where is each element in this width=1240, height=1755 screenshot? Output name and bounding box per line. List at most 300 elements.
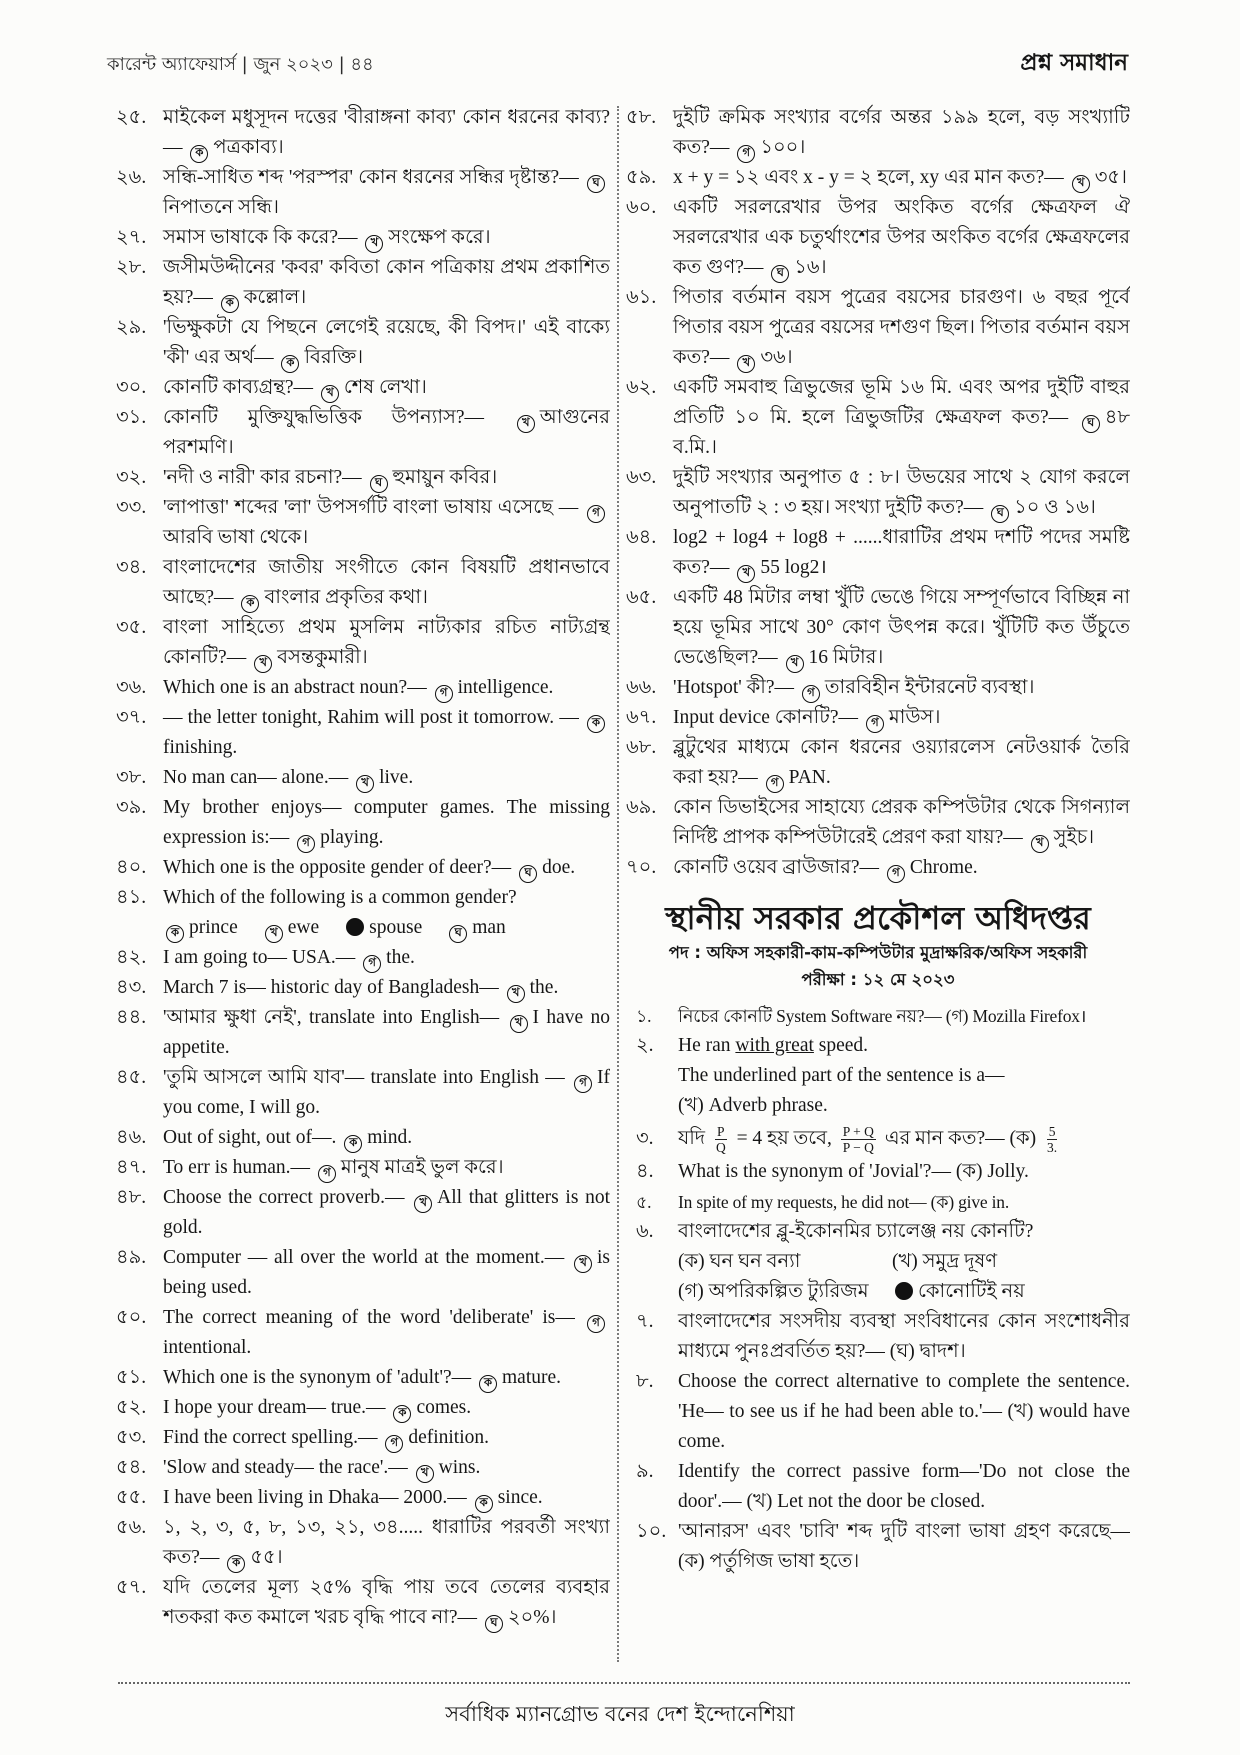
question-text: Choose the correct alternative to complete the sentence. 'He— to see us if he had been able to.'— xyxy=(678,1371,1130,1422)
question-text: — the letter tonight, Rahim will post it tomorrow. — xyxy=(163,707,579,728)
question-number: ৫২. xyxy=(116,1397,147,1418)
answer-text: বিরক্তি। xyxy=(304,347,364,368)
answer-text: intelligence. xyxy=(457,677,554,698)
answer-option-marker: খ xyxy=(1031,835,1049,853)
question-text: log2 + log4 + log8 + ......ধারাটির প্রথম দশটি পদের সমষ্টি কত?— xyxy=(673,527,1130,578)
question-body xyxy=(163,793,610,853)
question-item xyxy=(116,103,610,163)
answer-option-marker: ঘ xyxy=(991,505,1009,523)
question-text: 'তুমি আসলে আমি যাব'— translate into English — xyxy=(163,1067,565,1088)
question-text: যদি তেলের মূল্য ২৫% বৃদ্ধি পায় তবে তেলের ব্যবহার শতকরা কত কমালে খরচ বৃদ্ধি পাবে না?— xyxy=(163,1577,610,1628)
question-text: এর মান কত?— xyxy=(884,1128,1005,1149)
answer-text: (ক) পর্তুগিজ ভাষা হতে। xyxy=(678,1551,860,1572)
question-body xyxy=(163,973,610,1003)
question-item xyxy=(626,373,1130,463)
answer-text: নিপাতনে সন্ধি। xyxy=(163,197,279,218)
question-body xyxy=(163,223,610,253)
option-text: prince xyxy=(189,917,238,938)
issue-info: কারেন্ট অ্যাফেয়ার্স | জুন ২০২৩ | ৪৪ xyxy=(107,54,374,75)
question-text: Choose the correct proverb.— xyxy=(163,1187,405,1208)
answer-text: হুমায়ুন কবির। xyxy=(392,467,498,488)
question-item xyxy=(116,613,610,673)
question-item xyxy=(626,1457,1130,1517)
question-number: ৬৯. xyxy=(626,797,657,818)
question-number: ৫৮. xyxy=(626,107,657,128)
question-item xyxy=(626,1121,1130,1157)
question-number: ৫৭. xyxy=(116,1577,147,1598)
question-number: ২. xyxy=(636,1035,654,1056)
answer-text: definition. xyxy=(408,1427,490,1448)
question-number: ২৮. xyxy=(116,257,147,278)
question-item xyxy=(116,853,610,883)
answer-option-marker: গ xyxy=(802,685,820,703)
question-item xyxy=(626,1517,1130,1577)
question-text: 'আনারস' এবং 'চাবি' শব্দ দুটি বাংলা ভাষা গ্রহণ করেছে— xyxy=(678,1521,1130,1542)
question-number: ৩৭. xyxy=(116,707,147,728)
answer-text: মাউস। xyxy=(888,707,941,728)
question-text: কোনটি মুক্তিযুদ্ধভিত্তিক উপন্যাস?— xyxy=(163,407,485,428)
answer-text: শেষ লেখা। xyxy=(343,377,427,398)
question-number: ৪৬. xyxy=(116,1127,147,1148)
question-number: ৫১. xyxy=(116,1367,147,1388)
question-body xyxy=(673,703,1130,733)
question-number: ৫৬. xyxy=(116,1517,147,1538)
option-item: (খ) সমুদ্র দূষণ xyxy=(892,1251,997,1272)
option-item: (ক) ঘন ঘন বন্যা xyxy=(678,1251,801,1272)
question-number: ২৭. xyxy=(116,227,147,248)
question-item xyxy=(626,103,1130,163)
question-text: 'লাপাত্তা' শব্দের 'লা' উপসর্গটি বাংলা ভাষায় এসেছে — xyxy=(163,497,579,518)
answer-option-marker: গ xyxy=(887,865,905,883)
question-item xyxy=(116,1183,610,1243)
fraction-numerator: P + Q xyxy=(842,1124,874,1140)
answer-text: PAN. xyxy=(788,767,831,788)
question-text: The underlined part of the sentence is a— xyxy=(678,1065,1005,1086)
question-text: বাংলা সাহিত্যে প্রথম মুসলিম নাট্যকার রচিত নাট্যগ্রন্থ কোনটি?— xyxy=(163,617,610,668)
question-text: = 4 হয় তবে, xyxy=(736,1128,832,1149)
question-body xyxy=(673,523,1130,583)
question-item xyxy=(116,1003,610,1063)
question-number: ৩২. xyxy=(116,467,147,488)
answer-option-marker: গ xyxy=(766,775,784,793)
question-text: বাংলাদেশের জাতীয় সংগীতে কোন বিষয়টি প্রধানভাবে আছে?— xyxy=(163,557,610,608)
fraction-numerator: P xyxy=(717,1124,725,1140)
question-text: Input device কোনটি?— xyxy=(673,707,859,728)
answer-option-marker: খ xyxy=(786,655,804,673)
answer-text: playing. xyxy=(320,827,384,848)
question-item xyxy=(116,883,610,943)
question-item xyxy=(116,1243,610,1303)
answer-text: comes. xyxy=(416,1397,472,1418)
question-body xyxy=(163,313,610,373)
question-text: To err is human.— xyxy=(163,1157,311,1178)
question-text: Which one is an abstract noun?— xyxy=(163,677,427,698)
question-body xyxy=(163,883,610,943)
question-item xyxy=(116,703,610,763)
answer-text: ২০%। xyxy=(507,1607,557,1628)
answer-text: পত্রকাব্য। xyxy=(213,137,284,158)
answer-text: আরবি ভাষা থেকে। xyxy=(163,527,309,548)
footer-fact: সর্বাধিক ম্যানগ্রোভ বনের দেশ ইন্দোনেশিয়া xyxy=(445,1702,795,1726)
option-marker: ক xyxy=(166,925,184,943)
question-number: ৫. xyxy=(636,1192,652,1212)
question-item xyxy=(116,253,610,313)
answer-option-marker: ক xyxy=(221,295,239,313)
question-item xyxy=(116,493,610,553)
question-item xyxy=(116,1483,610,1513)
question-body xyxy=(163,1003,610,1063)
question-number: ৯. xyxy=(636,1461,654,1482)
answer-option-marker: খ xyxy=(321,385,339,403)
question-body xyxy=(163,1483,610,1513)
question-number: ৪৪. xyxy=(116,1007,147,1028)
question-body xyxy=(163,1063,610,1123)
question-body xyxy=(673,283,1130,373)
question-item xyxy=(116,1063,610,1123)
column-divider xyxy=(617,106,619,1662)
question-body xyxy=(163,1153,610,1183)
question-number: ৬১. xyxy=(626,287,657,308)
answer-option-marker: খ xyxy=(510,1015,528,1033)
question-body xyxy=(673,583,1130,673)
option-text: ewe xyxy=(287,917,320,938)
question-body xyxy=(163,163,610,223)
question-body xyxy=(673,163,1130,193)
answer-text: is being used. xyxy=(163,1247,610,1298)
answer-option-marker: খ xyxy=(507,985,525,1003)
answer-text: doe. xyxy=(542,857,576,878)
question-number: ২৯. xyxy=(116,317,147,338)
option-item xyxy=(262,913,319,943)
question-item xyxy=(626,1001,1130,1031)
question-text: কোনটি ওয়েব ব্রাউজার?— xyxy=(673,857,880,878)
question-item xyxy=(626,1031,1130,1121)
answer-text: বাংলার প্রকৃতির কথা। xyxy=(264,587,429,608)
answer-text: (ক) xyxy=(1009,1128,1037,1149)
answer-option-marker: খ xyxy=(416,1465,434,1483)
question-body xyxy=(163,763,610,793)
question-text: Which one is the synonym of 'adult'?— xyxy=(163,1367,472,1388)
answer-option-marker: ঘ xyxy=(587,175,605,193)
answer-text: intentional. xyxy=(163,1337,252,1358)
option-item xyxy=(446,913,506,943)
answer-text: ৩৫। xyxy=(1094,167,1127,188)
answer-text: 16 মিটার। xyxy=(808,647,884,668)
question-text: 'আমার ক্ষুধা নেই', translate into English— xyxy=(163,1007,500,1028)
answer-text: (খ) Let not the door be closed. xyxy=(746,1491,986,1512)
question-text: পিতার বর্তমান বয়স পুত্রের বয়সের চারগুণ। ৬ বছর পূর্বে পিতার বয়স পুত্রের বয়সের দশগুণ ছিল। পিতার বর্তমান বয়স কত?— xyxy=(673,287,1130,368)
answer-option-marker: গ xyxy=(297,835,315,853)
question-body xyxy=(678,1217,1130,1307)
question-body xyxy=(163,553,610,613)
question-text: I have been living in Dhaka— 2000.— xyxy=(163,1487,467,1508)
answer-text: Chrome. xyxy=(909,857,978,878)
selected-option-marker xyxy=(346,918,364,936)
question-item xyxy=(116,793,610,853)
question-text: speed. xyxy=(818,1035,869,1056)
left-column xyxy=(116,103,610,1665)
lged-question-list xyxy=(626,1001,1130,1577)
question-body xyxy=(673,793,1130,853)
question-number: ৪৯. xyxy=(116,1247,147,1268)
answer-option-marker: গ xyxy=(435,685,453,703)
question-text: নিচের কোনটি System Software নয়?— xyxy=(678,1006,942,1026)
question-text: He ran xyxy=(678,1035,731,1056)
question-item xyxy=(626,463,1130,523)
question-number: ৩৪. xyxy=(116,557,147,578)
question-number: ২৬. xyxy=(116,167,147,188)
option-list xyxy=(163,913,610,943)
answer-text: ১৬। xyxy=(794,257,827,278)
question-number: ৪৮. xyxy=(116,1187,147,1208)
exam-date: পরীক্ষা : ১২ মে ২০২৩ xyxy=(801,970,955,989)
section-title: প্রশ্ন সমাধান xyxy=(1020,50,1128,76)
question-body xyxy=(163,1123,610,1153)
question-body xyxy=(163,1303,610,1363)
question-item xyxy=(116,313,610,373)
question-item xyxy=(626,1187,1130,1217)
answer-text: সংক্ষেপ করে। xyxy=(388,227,491,248)
selected-option-marker xyxy=(895,1282,913,1300)
question-number: ২৫. xyxy=(116,107,147,128)
question-body xyxy=(673,373,1130,463)
answer-option-marker: ক xyxy=(475,1495,493,1513)
question-text: Which one is the opposite gender of deer?— xyxy=(163,857,512,878)
option-item xyxy=(163,913,238,943)
question-item xyxy=(626,523,1130,583)
question-number: ৬২. xyxy=(626,377,657,398)
answer-option-marker: ঘ xyxy=(1082,415,1100,433)
footer-divider xyxy=(118,1682,1130,1684)
question-text: I am going to— USA.— xyxy=(163,947,356,968)
question-number: ৬৫. xyxy=(626,587,657,608)
answer-text: (গ) Mozilla Firefox। xyxy=(945,1006,1087,1026)
answer-text: ৪৮ ব.মি.। xyxy=(673,407,1130,458)
answer-option-marker: গ xyxy=(587,1315,605,1333)
question-number: ৫৯. xyxy=(626,167,657,188)
answer-option-marker: গ xyxy=(318,1165,336,1183)
answer-text: (খ) Adverb phrase. xyxy=(678,1095,828,1116)
question-body xyxy=(163,463,610,493)
question-item xyxy=(116,373,610,403)
question-number: ৬৩. xyxy=(626,467,657,488)
answer-option-marker: খ xyxy=(517,415,535,433)
answer-option-marker: ক xyxy=(190,145,208,163)
answer-text: ১০ ও ১৬। xyxy=(1014,497,1096,518)
answer-text: since. xyxy=(497,1487,543,1508)
fraction xyxy=(841,1124,876,1155)
question-text: কোনটি কাব্যগ্রন্থ?— xyxy=(163,377,314,398)
question-body xyxy=(678,1031,1130,1121)
question-text: The correct meaning of the word 'deliberate' is— xyxy=(163,1307,575,1328)
question-text: দুইটি সংখ্যার অনুপাত ৫ : ৮। উভয়ের সাথে ২ যোগ করলে অনুপাতটি ২ : ৩ হয়। সংখ্যা দুইটি কত?— xyxy=(673,467,1130,518)
question-item xyxy=(626,1367,1130,1457)
question-number: ৩৮. xyxy=(116,767,147,788)
question-item xyxy=(626,1217,1130,1307)
answer-option-marker: ঘ xyxy=(370,475,388,493)
question-number: ৮. xyxy=(636,1371,654,1392)
question-number: ৭০. xyxy=(626,857,657,878)
answer-option-marker: গ xyxy=(574,1075,592,1093)
underlined-text: with great xyxy=(735,1035,814,1056)
question-text: মাইকেল মধুসূদন দত্তের 'বীরাঙ্গনা কাব্য' কোন ধরনের কাব্য?— xyxy=(163,107,610,158)
question-number: ৬. xyxy=(636,1221,654,1242)
question-body xyxy=(678,1367,1130,1457)
question-text: সন্ধি-সাধিত শব্দ 'পরস্পর' কোন ধরনের সন্ধির দৃষ্টান্ত?— xyxy=(163,167,579,188)
question-text: একটি সমবাহু ত্রিভুজের ভূমি ১৬ মি. এবং অপর দুইটি বাহুর প্রতিটি ১০ মি. হলে ত্রিভুজটির ক্ষেত্রফল কত?— xyxy=(673,377,1130,428)
question-text: Find the correct spelling.— xyxy=(163,1427,378,1448)
answer-option-marker: গ xyxy=(587,505,605,523)
question-number: ৬৬. xyxy=(626,677,657,698)
question-text: x + y = ১২ এবং x - y = ২ হলে, xy এর মান কত?— xyxy=(673,167,1064,188)
question-item xyxy=(116,943,610,973)
answer-option-marker: ক xyxy=(393,1405,411,1423)
question-body xyxy=(678,1001,1130,1031)
option-marker: ঘ xyxy=(449,925,467,943)
question-body xyxy=(163,1513,610,1573)
question-body xyxy=(673,853,1130,883)
question-text: ব্লুটুথের মাধ্যমে কোন ধরনের ওয়্যারলেস নেটওয়ার্ক তৈরি করা হয়?— xyxy=(673,737,1130,788)
question-text: 'Hotspot' কী?— xyxy=(673,677,795,698)
answer-text: All that glitters is not gold. xyxy=(163,1187,610,1238)
option-marker: খ xyxy=(265,925,283,943)
question-number: ৬৮. xyxy=(626,737,657,758)
question-text: Out of sight, out of—. xyxy=(163,1127,337,1148)
question-body xyxy=(163,103,610,163)
answer-text: the. xyxy=(386,947,415,968)
question-number: ৪২. xyxy=(116,947,147,968)
question-body xyxy=(673,673,1130,703)
answer-option-marker: ক xyxy=(227,1555,245,1573)
question-number: ৪. xyxy=(636,1161,654,1182)
answer-fraction xyxy=(1045,1124,1059,1155)
question-body xyxy=(163,853,610,883)
question-text: জসীমউদ্দীনের 'কবর' কবিতা কোন পত্রিকায় প্রথম প্রকাশিত হয়?— xyxy=(163,257,610,308)
answer-text: ১০০। xyxy=(760,137,806,158)
question-text: No man can— alone.— xyxy=(163,767,349,788)
answer-text: (ক) give in. xyxy=(930,1192,1010,1212)
question-number: ৩৬. xyxy=(116,677,147,698)
answer-option-marker: খ xyxy=(737,565,755,583)
answer-option-marker: গ xyxy=(363,955,381,973)
question-item xyxy=(626,793,1130,853)
answer-option-marker: ক xyxy=(479,1375,497,1393)
option-grid xyxy=(678,1247,1130,1307)
answer-option-marker: খ xyxy=(365,235,383,253)
answer-text: the. xyxy=(529,977,559,998)
option-item-selected xyxy=(343,913,422,943)
answer-option-marker: খ xyxy=(1072,175,1090,193)
question-number: ৩৫. xyxy=(116,617,147,638)
answer-text: (ক) Jolly. xyxy=(955,1161,1029,1182)
question-text: 'Slow and steady— the race'.— xyxy=(163,1457,408,1478)
question-number: ৩১. xyxy=(116,407,147,428)
question-text: যদি xyxy=(678,1128,706,1149)
question-body xyxy=(163,1363,610,1393)
answer-option-marker: খ xyxy=(574,1255,592,1273)
answer-text: wins. xyxy=(438,1457,481,1478)
question-item xyxy=(626,1307,1130,1367)
question-body xyxy=(163,373,610,403)
question-item xyxy=(116,1453,610,1483)
option-text: কোনোটিই নয় xyxy=(918,1281,1025,1302)
question-item xyxy=(116,1393,610,1423)
answer-text: 55 log2। xyxy=(760,557,827,578)
answer-text: mature. xyxy=(502,1367,562,1388)
question-number: ৩৩. xyxy=(116,497,147,518)
question-number: ৪০. xyxy=(116,857,147,878)
question-number: ৪৭. xyxy=(116,1157,147,1178)
question-text: I hope your dream— true.— xyxy=(163,1397,386,1418)
question-item xyxy=(116,1363,610,1393)
question-body xyxy=(678,1517,1130,1577)
question-body xyxy=(163,1423,610,1453)
answer-option-marker: ক xyxy=(281,355,299,373)
fraction-denominator: Q xyxy=(715,1140,726,1156)
question-text: My brother enjoys— computer games. The missing expression is:— xyxy=(163,797,610,848)
option-item: (গ) অপরিকল্পিত ট্যুরিজম xyxy=(678,1281,869,1302)
right-column xyxy=(626,103,1130,1665)
answer-text: ৫৫। xyxy=(250,1547,283,1568)
answer-option-marker: ঘ xyxy=(771,265,789,283)
answer-option-marker: ক xyxy=(587,715,605,733)
option-text: spouse xyxy=(369,917,423,938)
answer-option-marker: খ xyxy=(356,775,374,793)
question-text: কোন ডিভাইসের সাহায্যে প্রেরক কম্পিউটার থেকে সিগন্যাল নির্দিষ্ট প্রাপক কম্পিউটারেই প্রেরণ করা যায়?— xyxy=(673,797,1130,848)
question-item xyxy=(626,1157,1130,1187)
question-number: ১. xyxy=(636,1006,652,1026)
question-number: ৩৯. xyxy=(116,797,147,818)
question-text: ১, ২, ৩, ৫, ৮, ১৩, ২১, ৩৪..... ধারাটির পরবর্তী সংখ্যা কত?— xyxy=(163,1517,610,1568)
question-item xyxy=(116,1423,610,1453)
question-body xyxy=(163,1573,610,1633)
question-body xyxy=(163,613,610,673)
answer-text: বসন্তকুমারী। xyxy=(277,647,368,668)
question-item xyxy=(626,673,1130,703)
question-text: বাংলাদেশের সংসদীয় ব্যবস্থা সংবিধানের কোন সংশোধনীর মাধ্যমে পুনঃপ্রবর্তিত হয়?— xyxy=(678,1311,1130,1362)
question-line xyxy=(678,1031,1130,1061)
question-body xyxy=(678,1457,1130,1517)
question-item xyxy=(626,703,1130,733)
question-body xyxy=(673,193,1130,283)
question-body xyxy=(163,1183,610,1243)
question-number: ৪৫. xyxy=(116,1067,147,1088)
question-number: ১০. xyxy=(636,1521,667,1542)
question-text: একটি সরলরেখার উপর অংকিত বর্গের ক্ষেত্রফল ঐ সরলরেখার এক চতুর্থাংশের উপর অংকিত বর্গের ক্ষেত্রফলের কত গুণ?— xyxy=(673,197,1130,278)
question-text: Which of the following is a common gender? xyxy=(163,887,517,908)
question-text: Identify the correct passive form—'Do not close the door'.— xyxy=(678,1461,1130,1512)
answer-text: (খ) would have come. xyxy=(678,1401,1130,1452)
answer-text: মানুষ মাত্রই ভুল করে। xyxy=(340,1157,504,1178)
question-text: March 7 is— historic day of Bangladesh— xyxy=(163,977,499,998)
answer-option-marker: ঘ xyxy=(485,1615,503,1633)
question-item xyxy=(116,1303,610,1363)
question-item xyxy=(116,1573,610,1633)
question-number: ৭. xyxy=(636,1311,654,1332)
question-number: ৩. xyxy=(636,1128,654,1149)
question-body xyxy=(678,1187,1130,1217)
answer-text: If you come, I will go. xyxy=(163,1067,610,1118)
answer-option-marker: খ xyxy=(737,355,755,373)
question-item xyxy=(116,553,610,613)
question-item xyxy=(116,673,610,703)
answer-option-marker: ক xyxy=(344,1135,362,1153)
fraction-numerator: 5 xyxy=(1048,1124,1056,1140)
option-item-selected xyxy=(892,1277,1130,1307)
answer-text: I have no appetite. xyxy=(163,1007,610,1058)
question-item xyxy=(116,763,610,793)
question-item xyxy=(626,283,1130,373)
